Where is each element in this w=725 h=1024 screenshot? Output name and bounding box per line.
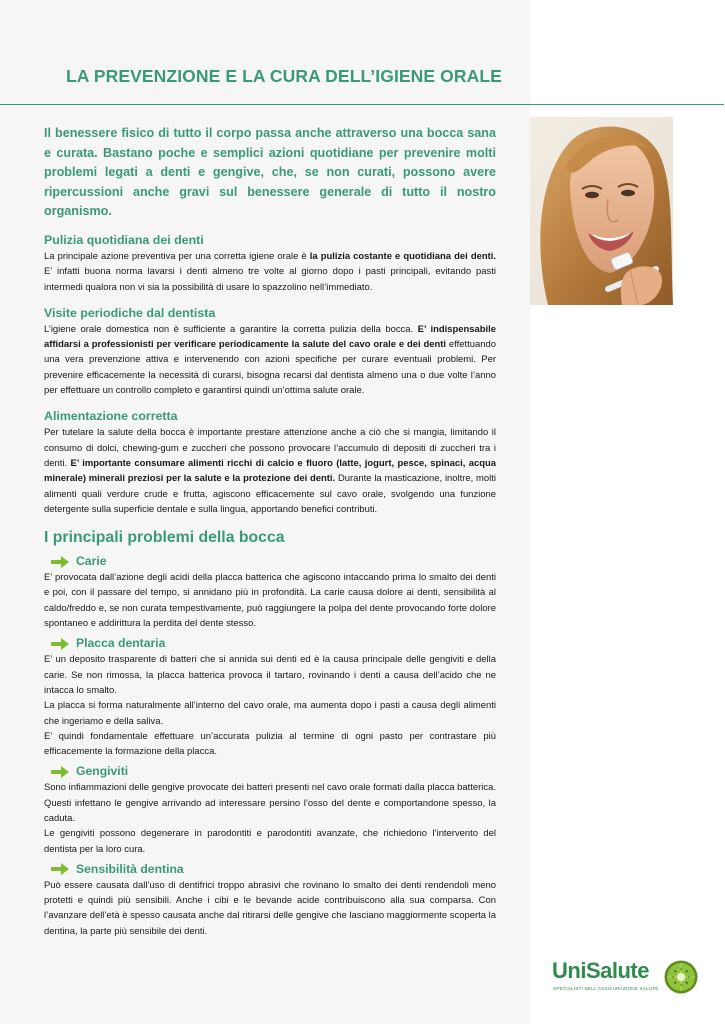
arrow-right-icon — [50, 637, 70, 651]
problem-text: E’ provocata dall’azione degli acidi della placca batterica che agiscono intaccando prima lo smalto dei denti e poi, con il passare del tempo, si annidano più in profondità. La carie causa dolore ai denti, sensibilità al caldo/freddo e, se non curata tempestivamente, può raggiungere la polpa del dente provocando forte dolore spontaneo e addirittura la perdita del dente stesso. — [44, 572, 496, 630]
arrow-right-icon — [50, 765, 70, 779]
section-text-bold: E’ importante consumare alimenti ricchi di calcio e fluoro (latte, jogurt, pesce, spinaci, acqua minerale) minerali preziosi per la salute e la protezione dei denti. — [44, 457, 496, 485]
problem-gengiviti — [44, 763, 496, 856]
problem-heading — [44, 763, 496, 780]
problem-title: Gengiviti — [76, 764, 129, 779]
problem-text: E’ un deposito trasparente di batteri che si annida sui denti ed è la causa principale delle gengiviti e della carie. Se non rimossa, la placca batterica provoca il tartaro, rovinando i denti a causa dell’acido che ne intacca lo smalto. — [44, 654, 496, 696]
problem-text: Può essere causata dall’uso di dentifrici troppo abrasivi che rovinano lo smalto dei denti rendendoli meno protetti e quindi più sensibili. Anche i cibi e le bevande acide contribuiscono alla sua comparsa. Con l’avanzare dell’età è spesso causata anche dal ritirarsi delle gengive che lasciano maggiormente scoperta la dentina, la parte più sensibile dei denti. — [44, 879, 496, 937]
logo-name: UniSalute — [552, 958, 649, 983]
section-text-pulizia — [44, 249, 496, 295]
problem-sensibilita — [44, 861, 496, 939]
section-text-visite — [44, 322, 496, 398]
problem-text: E’ quindi fondamentale effettuare un’accurata pulizia al termine di ogni pasto per contrastare più efficacemente la formazione della placca. — [44, 730, 496, 758]
arrow-right-icon — [50, 555, 70, 569]
problem-title: Carie — [76, 554, 107, 569]
woman-toothbrush-photo — [530, 117, 673, 305]
problem-heading — [44, 635, 496, 652]
problem-text: Le gengiviti possono degenerare in parodontiti e parodontiti avanzate, che richiedono l’intervento del dentista per la loro cura. — [44, 828, 496, 855]
problem-heading — [44, 861, 496, 878]
section-text-part: E’ infatti buona norma lavarsi i denti almeno tre volte al giorno dopo i pasti principali, evitando pasti intermedi qualora non vi sia la possibilità di usare lo spazzolino nell’immediato. — [44, 266, 496, 293]
logo-tagline: SPECIALISTI NELL'ASSICURAZIONE SALUTE — [553, 986, 659, 991]
problem-title: Sensibilità dentina — [76, 861, 184, 876]
section-text-part: La principale azione preventiva per una corretta igiene orale è — [44, 250, 310, 262]
section-heading-pulizia: Pulizia quotidiana dei denti — [44, 232, 204, 247]
section-text-part: Per tutelare la salute della bocca è importante prestare attenzione anche a ciò che si mangia, limitando il consumo di dolci, chewing-gum e zuccheri che possono provocare l’accumulo di depositi di zuccheri tra i denti. — [44, 427, 496, 469]
problem-title: Placca dentaria — [76, 636, 166, 651]
title-rule — [0, 104, 724, 105]
section-text-bold: la pulizia costante e quotidiana dei denti. — [309, 250, 496, 262]
problem-heading — [44, 553, 496, 570]
problems-heading: I principali problemi della bocca — [44, 529, 285, 547]
section-text-part: L’igiene orale domestica non è sufficiente a garantire la corretta pulizia della bocca. — [44, 323, 418, 335]
arrow-right-icon — [50, 862, 70, 876]
section-text-part: effettuando una vera prevenzione attiva e intervenendo con azioni specifiche per curare eventuali problemi. Per prevenire efficacemente la necessità di curarsi, bisogna recarsi dal dentista almeno una o due volte l’anno per effettuare un controllo completo e garantirsi quindi un’ottima salute orale. — [44, 339, 496, 397]
section-text-part: Durante la masticazione, inoltre, molti alimenti quali verdure crude e frutta, agiscono efficacemente sul cavo orale, svolgendo una funzione detergente sulla superficie dentale e sulla lingua, apportando benefici contributi. — [44, 473, 496, 515]
problem-carie — [44, 553, 496, 631]
main-content — [44, 124, 496, 939]
intro-paragraph: Il benessere fisico di tutto il corpo passa anche attraverso una bocca sana e curata. Bastano poche e semplici azioni quotidiane per prevenire molti problemi legati a denti e gengive, che, se non curati, possono avere ripercussioni anche gravi sul benessere generale di tutto il nostro organismo. — [44, 126, 496, 219]
section-text-alimentazione — [44, 425, 496, 517]
problem-text: Sono infiammazioni delle gengive provocate dei batteri presenti nel cavo orale formati dalla placca batterica. Questi infettano le gengive arrivando ad interessare persino l’osso del dente e comportandone spesso, la caduta. — [44, 782, 496, 824]
kiwi-icon — [664, 960, 698, 994]
problem-text: La placca si forma naturalmente all’interno del cavo orale, ma aumenta dopo i pasti a causa degli alimenti che ingeriamo e della saliva. — [44, 700, 496, 727]
unisalute-logo — [552, 958, 702, 998]
problem-placca — [44, 635, 496, 759]
section-heading-visite: Visite periodiche dal dentista — [44, 305, 216, 320]
section-text-bold: E’ indispensabile affidarsi a professionisti per verificare periodicamente la salute del cavo orale e dei denti — [44, 323, 497, 351]
page-title: LA PREVENZIONE E LA CURA DELL’IGIENE ORALE — [66, 66, 502, 86]
section-heading-alimentazione: Alimentazione corretta — [44, 409, 178, 424]
